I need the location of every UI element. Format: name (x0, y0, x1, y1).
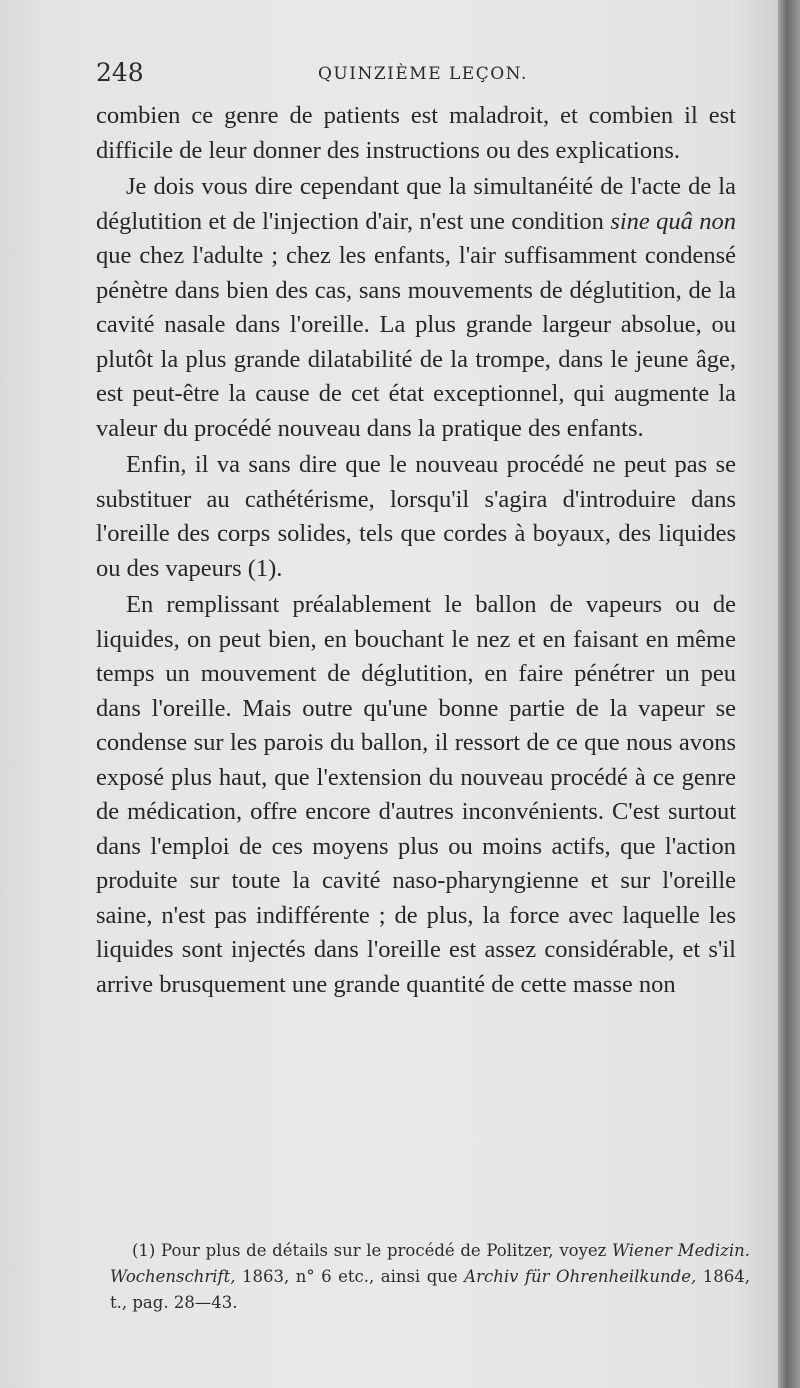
page-edge-shadow (778, 0, 800, 1388)
footnote-citation: Archiv für Ohrenheilkunde, (464, 1267, 697, 1286)
paragraph-continuation: combien ce genre de patients est maladroit, et combien il est difficile de leur donner des instructions ou des explications. (96, 102, 736, 164)
italic-phrase: sine quâ non (610, 207, 737, 235)
paragraph-text: Je dois vous dire cependant que la simultanéité de l'acte de la déglutition et de l'injection d'air, n'est une condition (96, 173, 736, 235)
running-head: QUINZIÈME LEÇON. (318, 64, 528, 84)
paragraph-text: que chez l'adulte ; chez les enfants, l'air suffisamment condensé pénètre dans bien des cas, sans mouvements de déglutition, de la cavité nasale dans l'oreille. La plus grande largeur absolue, ou plutôt la plus grande dilatabilité de la trompe, dans le jeune âge, est peut-être la cause de cet état exceptionnel, qui augmente la valeur du procédé nouveau dans la pratique des enfants. (96, 242, 736, 442)
body-text (96, 99, 736, 1002)
paragraph-enfin: Enfin, il va sans dire que le nouveau procédé ne peut pas se substituer au cathétérisme, lorsqu'il s'agira d'introduire dans l'oreille des corps solides, tels que cordes à boyaux, des liquides ou des vapeurs (1). (96, 451, 736, 582)
footnote-text: 1864, t., pag. 28—43. (110, 1267, 751, 1312)
paragraph-deglutition (96, 170, 736, 446)
page-header (96, 58, 736, 92)
footnote-marker: (1) (132, 1241, 156, 1260)
footnote-citation: Wiener Medizin. Wochenschrift, (110, 1241, 751, 1286)
footnote-text: 1863, n° 6 etc., ainsi que (242, 1267, 458, 1286)
paragraph-remplissant: En remplissant préalablement le ballon de vapeurs ou de liquides, on peut bien, en bouchant le nez et en faisant en même temps un mouvement de déglutition, en faire pénétrer un peu dans l'oreille. Mais outre qu'une bonne partie de la vapeur se condense sur les parois du ballon, il ressort de ce que nous avons exposé plus haut, que l'extension du nouveau procédé à ce genre de médication, offre encore d'autres inconvénients. C'est surtout dans l'emploi de ces moyens plus ou moins actifs, que l'action produite sur toute la cavité naso-pharyngienne et sur l'oreille saine, n'est pas indifférente ; de plus, la force avec laquelle les liquides sont injectés dans l'oreille est assez considérable, et s'il arrive brusquement une grande quantité de cette masse non (96, 591, 736, 998)
footnote-text: Pour plus de détails sur le procédé de Politzer, voyez (161, 1241, 607, 1260)
footnote (110, 1238, 750, 1316)
page-number: 248 (96, 58, 144, 87)
